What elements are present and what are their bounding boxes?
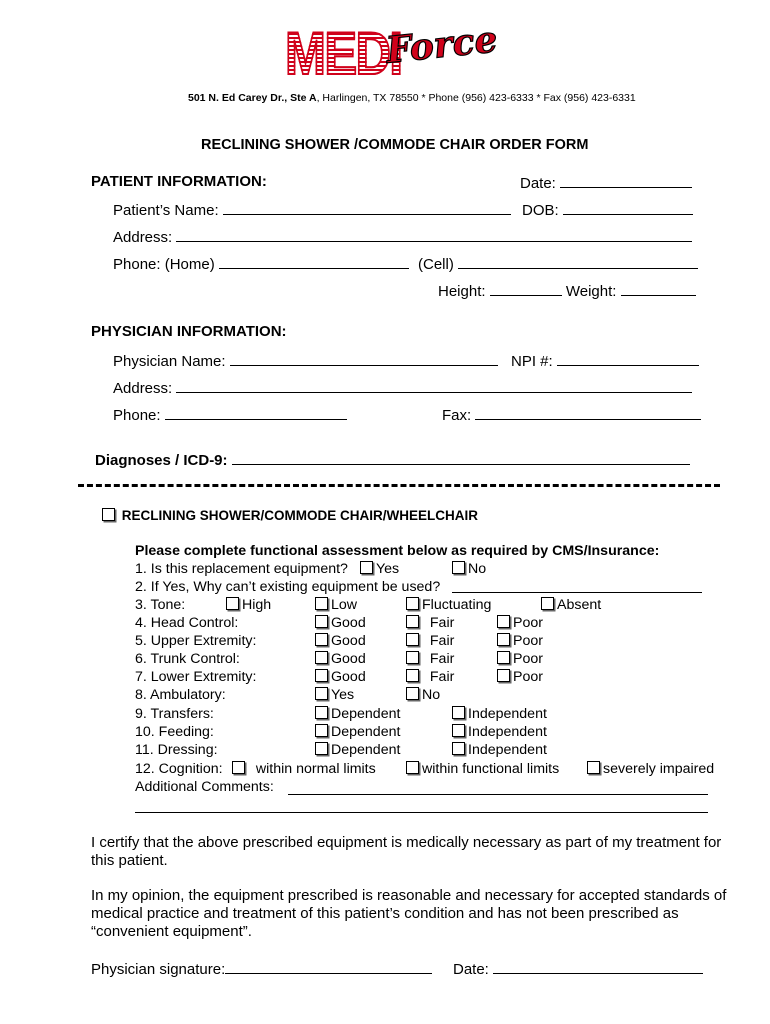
- option-label: Poor: [513, 615, 543, 631]
- option-label: Yes: [331, 687, 355, 703]
- date-line[interactable]: [560, 173, 692, 188]
- option-label: Good: [331, 633, 366, 649]
- address-contact: , Harlingen, TX 78550 * Phone (956) 423-6333 * Fax (956) 423-6331: [316, 92, 636, 104]
- q12-label: 12. Cognition:: [135, 761, 223, 777]
- physician-address-label: Address:: [113, 380, 173, 397]
- patient-address-label: Address:: [113, 229, 173, 246]
- equipment-checkbox[interactable]: [102, 508, 115, 521]
- logo-force-text: Force: [384, 18, 500, 72]
- q5-option-fair[interactable]: [406, 633, 454, 649]
- signature-date-line[interactable]: [493, 959, 703, 974]
- signature-line[interactable]: [225, 959, 432, 974]
- physician-address-field[interactable]: [113, 378, 692, 397]
- checkbox[interactable]: [226, 597, 239, 610]
- checkbox[interactable]: [497, 669, 510, 682]
- patient-address-line[interactable]: [176, 227, 692, 242]
- option-label: Good: [331, 651, 366, 667]
- patient-date-field[interactable]: [520, 173, 692, 192]
- q8-option-no[interactable]: [406, 687, 440, 703]
- q5-option-good[interactable]: [315, 633, 366, 649]
- checkbox[interactable]: [406, 651, 419, 664]
- equipment-option[interactable]: [102, 508, 478, 523]
- q3-option-fluctuating[interactable]: [406, 597, 491, 613]
- physician-phone-field[interactable]: [113, 405, 347, 424]
- q11-option-dependent[interactable]: [315, 742, 400, 758]
- checkbox[interactable]: [452, 724, 465, 737]
- option-label: Poor: [513, 669, 543, 685]
- certify-statement: I certify that the above prescribed equipment is medically necessary as part of my treatment for this patient.: [91, 834, 722, 869]
- checkbox[interactable]: [406, 633, 419, 646]
- q11-label: 11. Dressing:: [135, 742, 218, 758]
- physician-name-label: Physician Name:: [113, 353, 226, 370]
- comments-line-1[interactable]: [288, 794, 708, 795]
- q3-option-high[interactable]: [226, 597, 271, 613]
- checkbox[interactable]: [232, 761, 245, 774]
- option-label: Fair: [429, 669, 455, 685]
- signature-label: Physician signature:: [91, 961, 226, 978]
- q1-option-no[interactable]: [452, 561, 486, 577]
- q6-label: 6. Trunk Control:: [135, 651, 240, 667]
- date-label: Date:: [520, 175, 556, 192]
- q5-option-poor[interactable]: [497, 633, 543, 649]
- diagnoses-label: Diagnoses / ICD-9:: [95, 452, 228, 469]
- q12-option-functional[interactable]: [406, 761, 559, 777]
- diagnoses-field[interactable]: [95, 450, 690, 469]
- diagnoses-line[interactable]: [232, 450, 690, 465]
- cut-line-divider: [78, 484, 720, 487]
- q6-option-good[interactable]: [315, 651, 366, 667]
- q10-option-independent[interactable]: [452, 724, 547, 740]
- phone-home-label: Phone: (Home): [113, 256, 215, 273]
- option-label: Poor: [513, 651, 543, 667]
- checkbox[interactable]: [497, 615, 510, 628]
- q3-option-low[interactable]: [315, 597, 357, 613]
- checkbox[interactable]: [406, 597, 419, 610]
- comments-line-2[interactable]: [135, 812, 708, 813]
- option-label: Dependent: [331, 724, 401, 740]
- q10-label: 10. Feeding:: [135, 724, 214, 740]
- q7-option-good[interactable]: [315, 669, 366, 685]
- option-label: Dependent: [331, 706, 401, 722]
- phone-home-field[interactable]: [113, 254, 409, 273]
- physician-name-field[interactable]: [113, 351, 498, 370]
- npi-line[interactable]: [557, 351, 699, 366]
- option-label: Absent: [557, 597, 602, 613]
- checkbox[interactable]: [315, 597, 328, 610]
- comments-label: Additional Comments:: [135, 779, 274, 795]
- checkbox[interactable]: [406, 669, 419, 682]
- form-title: RECLINING SHOWER /COMMODE CHAIR ORDER FORM: [201, 137, 589, 153]
- q8-option-yes[interactable]: [315, 687, 354, 703]
- q7-option-poor[interactable]: [497, 669, 543, 685]
- cell-label: (Cell): [418, 256, 454, 273]
- checkbox[interactable]: [452, 706, 465, 719]
- physician-info-heading: PHYSICIAN INFORMATION:: [91, 323, 287, 340]
- q1-label: 1. Is this replacement equipment?: [135, 561, 348, 577]
- q4-label: 4. Head Control:: [135, 615, 239, 631]
- option-label: Poor: [513, 633, 543, 649]
- checkbox[interactable]: [315, 633, 328, 646]
- checkbox[interactable]: [315, 687, 328, 700]
- dob-line[interactable]: [563, 200, 693, 215]
- fax-label: Fax:: [442, 407, 472, 424]
- height-label: Height:: [438, 283, 486, 300]
- option-label: Dependent: [331, 742, 401, 758]
- physician-name-line[interactable]: [230, 351, 498, 366]
- signature-date-field[interactable]: [453, 959, 703, 978]
- option-label: Independent: [468, 724, 547, 740]
- option-label: Yes: [376, 561, 400, 577]
- option-label: Good: [331, 669, 366, 685]
- q7-option-fair[interactable]: [406, 669, 454, 685]
- checkbox[interactable]: [315, 651, 328, 664]
- physician-signature-field[interactable]: [91, 959, 432, 978]
- option-label: Good: [331, 615, 366, 631]
- option-label: within normal limits: [255, 761, 376, 777]
- signature-date-label: Date:: [453, 961, 489, 978]
- physician-phone-line[interactable]: [165, 405, 347, 420]
- checkbox[interactable]: [497, 651, 510, 664]
- checkbox[interactable]: [315, 724, 328, 737]
- q1-option-yes[interactable]: [360, 561, 399, 577]
- q12-option-severe[interactable]: [587, 761, 714, 777]
- equipment-option-label: RECLINING SHOWER/COMMODE CHAIR/WHEELCHAIR: [121, 508, 479, 523]
- checkbox[interactable]: [541, 597, 554, 610]
- option-label: Fair: [429, 615, 455, 631]
- cell-line[interactable]: [458, 254, 698, 269]
- option-label: Independent: [468, 742, 547, 758]
- height-weight-field[interactable]: [438, 281, 696, 300]
- option-label: High: [242, 597, 272, 613]
- patient-name-field[interactable]: [113, 200, 511, 219]
- checkbox[interactable]: [587, 761, 600, 774]
- patient-name-label: Patient’s Name:: [113, 202, 219, 219]
- option-label: Fair: [429, 651, 455, 667]
- npi-label: NPI #:: [511, 353, 553, 370]
- checkbox[interactable]: [406, 687, 419, 700]
- option-label: Fluctuating: [422, 597, 492, 613]
- checkbox[interactable]: [406, 615, 419, 628]
- checkbox[interactable]: [315, 669, 328, 682]
- q5-label: 5. Upper Extremity:: [135, 633, 257, 649]
- phone-home-line[interactable]: [219, 254, 409, 269]
- q6-option-poor[interactable]: [497, 651, 543, 667]
- option-label: No: [468, 561, 487, 577]
- fax-field[interactable]: [442, 405, 701, 424]
- q6-option-fair[interactable]: [406, 651, 454, 667]
- option-label: within functional limits: [422, 761, 560, 777]
- q12-option-normal[interactable]: [232, 761, 376, 777]
- checkbox[interactable]: [406, 761, 419, 774]
- company-address: [188, 92, 636, 104]
- height-line[interactable]: [490, 281, 562, 296]
- q9-option-independent[interactable]: [452, 706, 547, 722]
- checkbox[interactable]: [452, 742, 465, 755]
- opinion-statement: In my opinion, the equipment prescribed is reasonable and necessary for accepted standards of medical practice and treatment of this patient’s condition and has not been prescribed as “convenient equipment”.: [91, 887, 727, 940]
- checkbox[interactable]: [360, 561, 373, 574]
- q3-option-absent[interactable]: [541, 597, 601, 613]
- q7-label: 7. Lower Extremity:: [135, 669, 257, 685]
- q4-option-good[interactable]: [315, 615, 366, 631]
- q3-label: 3. Tone:: [135, 597, 186, 613]
- option-label: Low: [331, 597, 358, 613]
- physician-address-line[interactable]: [176, 378, 692, 393]
- q2-answer-line[interactable]: [452, 592, 702, 593]
- weight-label: Weight:: [565, 283, 617, 300]
- checkbox[interactable]: [315, 615, 328, 628]
- q4-option-fair[interactable]: [406, 615, 454, 631]
- patient-name-line[interactable]: [223, 200, 511, 215]
- dob-label: DOB:: [522, 202, 559, 219]
- fax-line[interactable]: [475, 405, 701, 420]
- dob-field[interactable]: [522, 200, 693, 219]
- q4-option-poor[interactable]: [497, 615, 543, 631]
- patient-info-heading: PATIENT INFORMATION:: [91, 173, 267, 190]
- logo-medi-text: MEDI: [285, 20, 402, 87]
- assessment-heading: Please complete functional assessment below as required by CMS/Insurance:: [135, 543, 660, 559]
- checkbox[interactable]: [315, 742, 328, 755]
- q9-option-dependent[interactable]: [315, 706, 400, 722]
- npi-field[interactable]: [511, 351, 699, 370]
- checkbox[interactable]: [497, 633, 510, 646]
- q10-option-dependent[interactable]: [315, 724, 400, 740]
- q2-label: 2. If Yes, Why can’t existing equipment be used?: [135, 579, 441, 595]
- patient-address-field[interactable]: [113, 227, 692, 246]
- address-street: 501 N. Ed Carey Dr., Ste A: [188, 92, 317, 104]
- q8-label: 8. Ambulatory:: [135, 687, 226, 703]
- option-label: No: [422, 687, 441, 703]
- physician-phone-label: Phone:: [113, 407, 161, 424]
- q11-option-independent[interactable]: [452, 742, 547, 758]
- option-label: severely impaired: [603, 761, 715, 777]
- q9-label: 9. Transfers:: [135, 706, 214, 722]
- checkbox[interactable]: [452, 561, 465, 574]
- checkbox[interactable]: [315, 706, 328, 719]
- phone-cell-field[interactable]: [418, 254, 698, 273]
- weight-line[interactable]: [621, 281, 696, 296]
- option-label: Independent: [468, 706, 547, 722]
- option-label: Fair: [429, 633, 455, 649]
